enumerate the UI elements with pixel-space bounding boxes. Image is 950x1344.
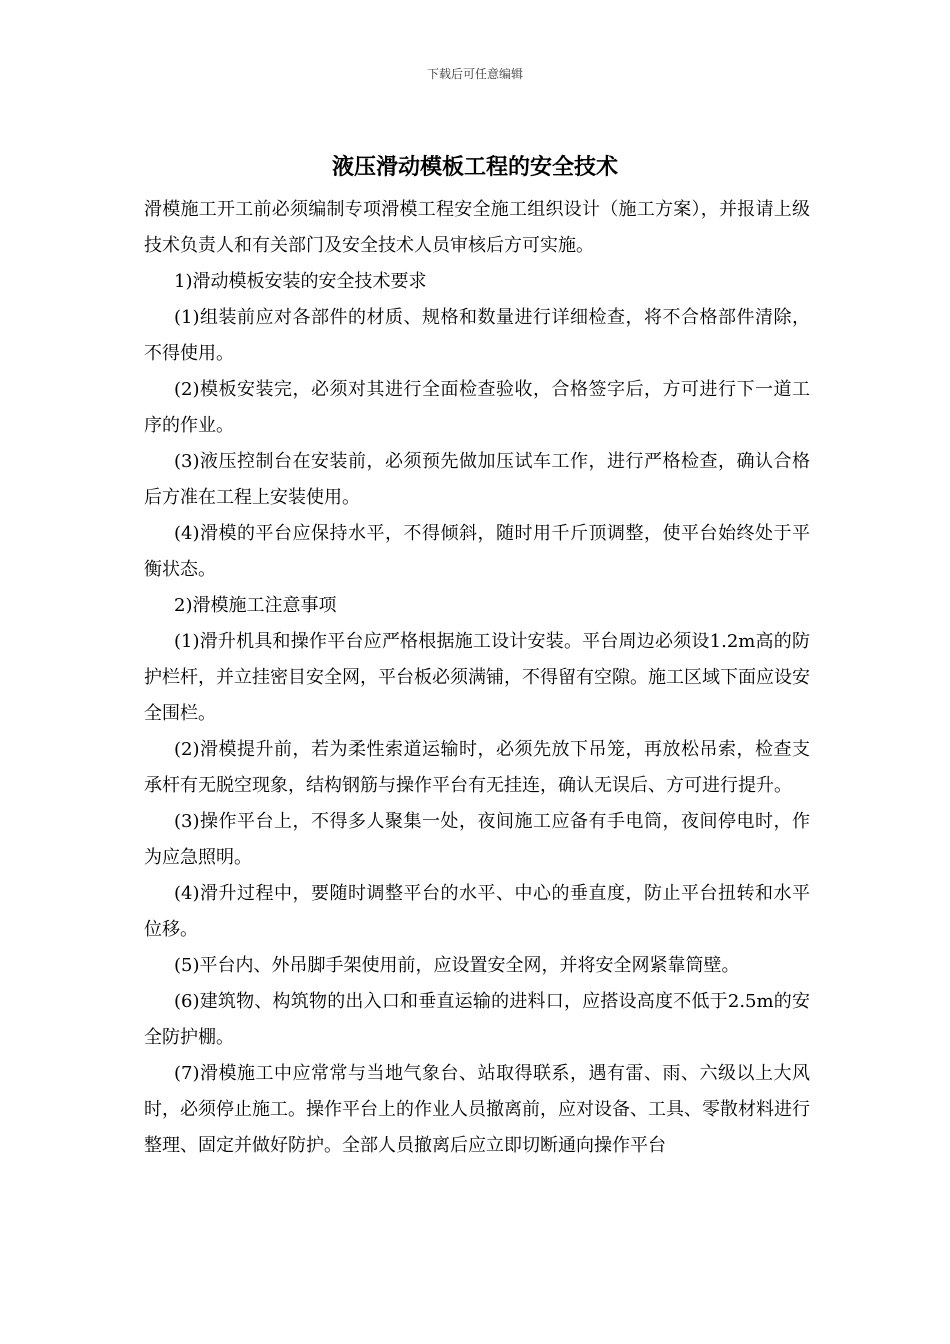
section-heading-1: 1)滑动模板安装的安全技术要求: [174, 271, 427, 292]
document-title: 液压滑动模板工程的安全技术: [331, 154, 618, 180]
header-note: 下载后可任意编辑: [426, 67, 523, 81]
paragraph-2-2: (2)滑模提升前，若为柔性索道运输时，必须先放下吊笼，再放松吊索，检查支承杆有无脱空现象，结构钢筋与操作平台有无挂连，确认无误后、方可进行提升。: [144, 739, 810, 796]
paragraph-intro: 滑模施工开工前必须编制专项滑模工程安全施工组织设计（施工方案），并报请上级技术负责人和有关部门及安全技术人员审核后方可实施。: [144, 199, 810, 256]
paragraph-2-3: (3)操作平台上，不得多人聚集一处，夜间施工应备有手电筒，夜间停电时，作为应急照明。: [144, 811, 810, 868]
paragraph-2-6: (6)建筑物、构筑物的出入口和垂直运输的进料口，应搭设高度不低于2.5m的安全防护棚。: [144, 991, 810, 1048]
paragraph-2-1: (1)滑升机具和操作平台应严格根据施工设计安装。平台周边必须设1.2m高的防护栏杆，并立挂密目安全网，平台板必须满铺，不得留有空隙。施工区域下面应设安全围栏。: [144, 631, 810, 724]
paragraph-1-3: (3)液压控制台在安装前，必须预先做加压试车工作，进行严格检查，确认合格后方准在工程上安装使用。: [144, 451, 810, 508]
paragraph-2-7: (7)滑模施工中应常常与当地气象台、站取得联系，遇有雷、雨、六级以上大风时，必须停止施工。操作平台上的作业人员撤离前，应对设备、工具、零散材料进行整理、固定并做好防护。全部人员撤离后应立即切断通向操作平台: [144, 1063, 810, 1156]
paragraph-2-5: (5)平台内、外吊脚手架使用前，应设置安全网，并将安全网紧靠筒壁。: [174, 955, 740, 976]
paragraph-1-2: (2)模板安装完，必须对其进行全面检查验收，合格签字后，方可进行下一道工序的作业。: [144, 379, 810, 436]
paragraph-2-4: (4)滑升过程中，要随时调整平台的水平、中心的垂直度，防止平台扭转和水平位移。: [144, 883, 810, 940]
paragraph-1-4: (4)滑模的平台应保持水平，不得倾斜，随时用千斤顶调整，使平台始终处于平衡状态。: [144, 523, 810, 580]
document-body: [144, 192, 810, 1164]
section-heading-2: 2)滑模施工注意事项: [174, 595, 337, 616]
paragraph-1-1: (1)组装前应对各部件的材质、规格和数量进行详细检查，将不合格部件清除，不得使用。: [144, 307, 810, 364]
